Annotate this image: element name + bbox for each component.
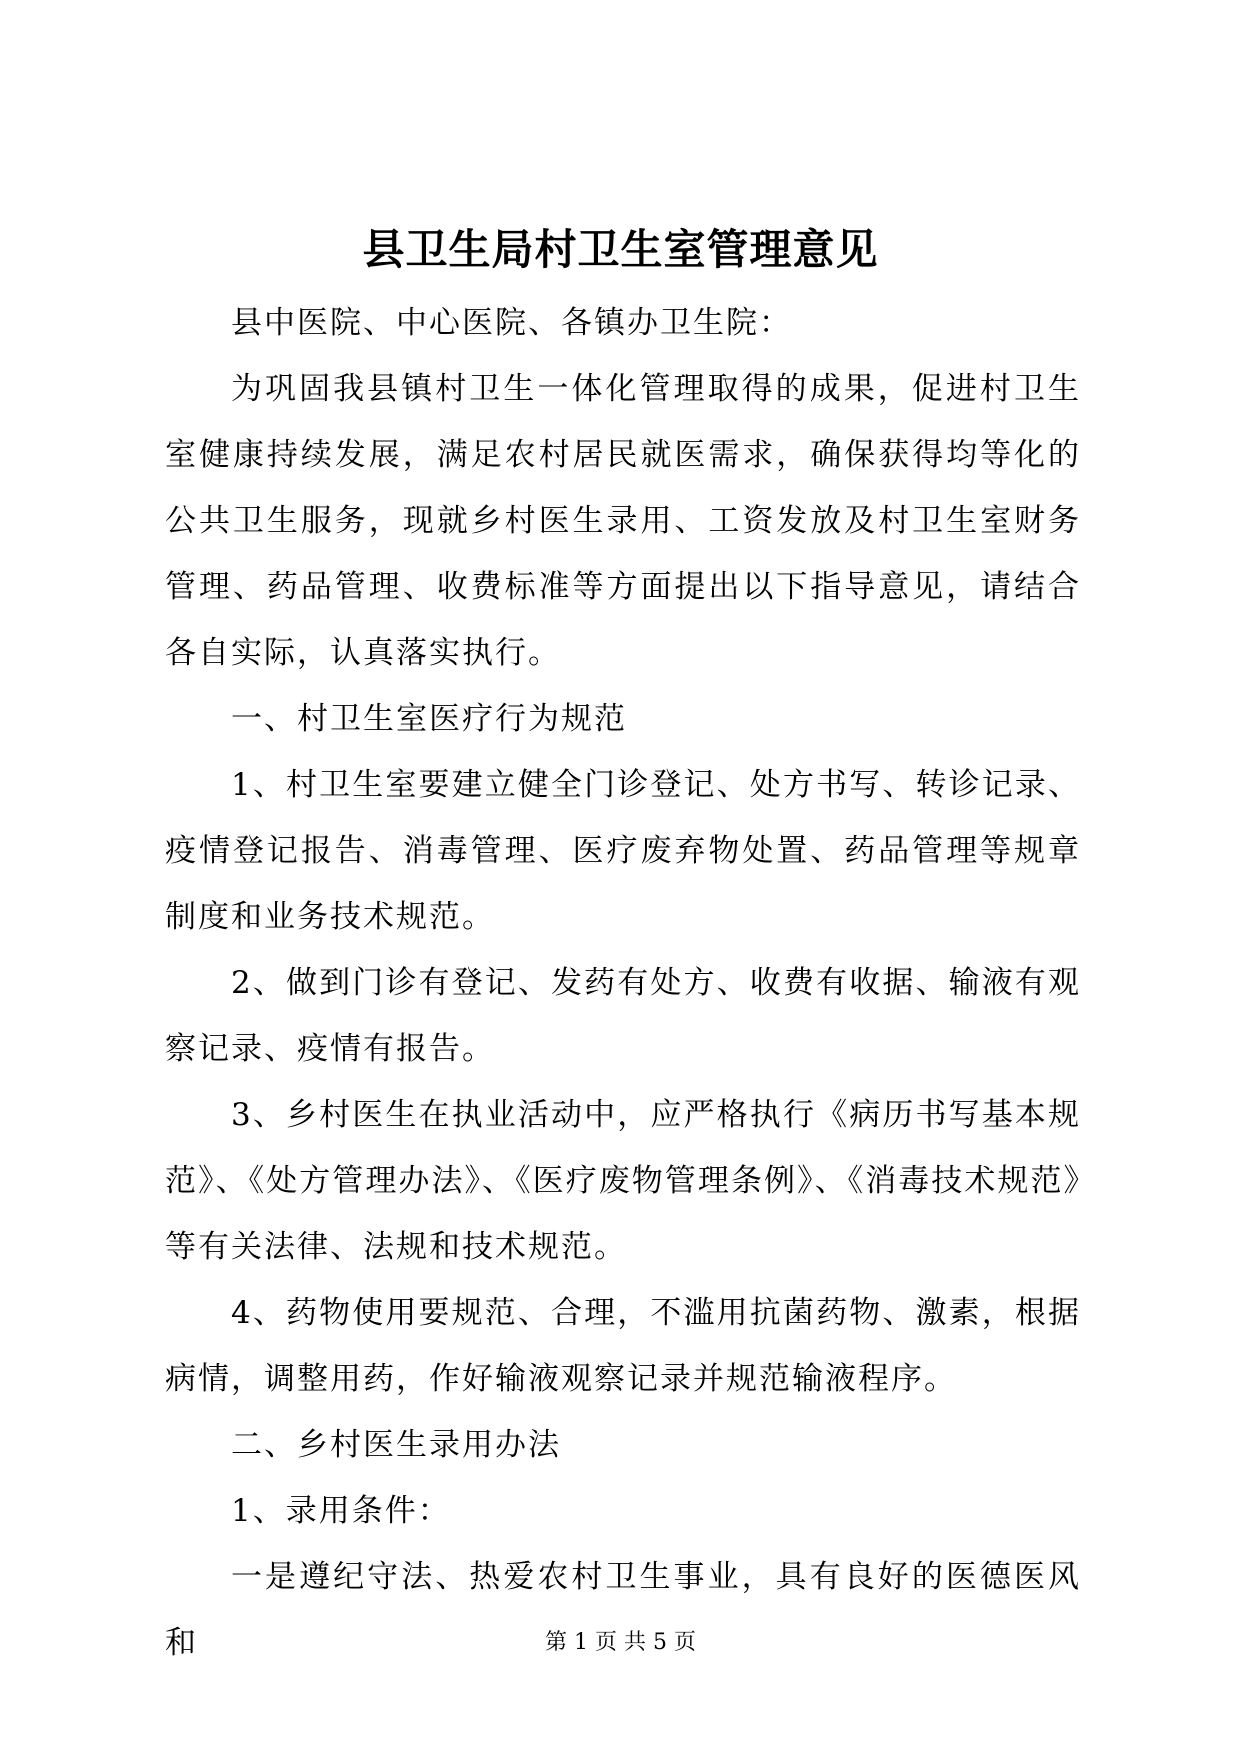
intro-paragraph: 为巩固我县镇村卫生一体化管理取得的成果，促进村卫生室健康持续发展，满足农村居民就医需求，确保获得均等化的公共卫生服务，现就乡村医生录用、工资发放及村卫生室财务管理、药品管理、收费标准等方面提出以下指导意见，请结合各自实际，认真落实执行。 bbox=[165, 371, 1081, 671]
document-title: 县卫生局村卫生室管理意见 bbox=[362, 225, 879, 274]
document-body bbox=[165, 290, 1081, 1676]
body-paragraph: 2、做到门诊有登记、发药有处方、收费有收据、输液有观察记录、疫情有报告。 bbox=[165, 965, 1081, 1067]
section-heading-2: 二、乡村医生录用办法 bbox=[231, 1427, 561, 1463]
body-paragraph: 3、乡村医生在执业活动中，应严格执行《病历书写基本规范》、《处方管理办法》、《医疗废物管理条例》、《消毒技术规范》等有关法律、法规和技术规范。 bbox=[165, 1097, 1081, 1265]
body-paragraph: 4、药物使用要规范、合理，不滥用抗菌药物、激素，根据病情，调整用药，作好输液观察记录并规范输液程序。 bbox=[165, 1295, 1081, 1397]
page-number-footer: 第 1 页 共 5 页 bbox=[545, 1630, 696, 1655]
section-heading-1: 一、村卫生室医疗行为规范 bbox=[231, 701, 627, 737]
body-paragraph: 1、录用条件： bbox=[231, 1493, 451, 1529]
body-paragraph: 一是遵纪守法、热爱农村卫生事业，具有良好的医德医风和 bbox=[165, 1559, 1081, 1661]
salutation-paragraph: 县中医院、中心医院、各镇办卫生院： bbox=[231, 305, 792, 341]
body-paragraph: 1、村卫生室要建立健全门诊登记、处方书写、转诊记录、疫情登记报告、消毒管理、医疗废弃物处置、药品管理等规章制度和业务技术规范。 bbox=[165, 767, 1081, 935]
